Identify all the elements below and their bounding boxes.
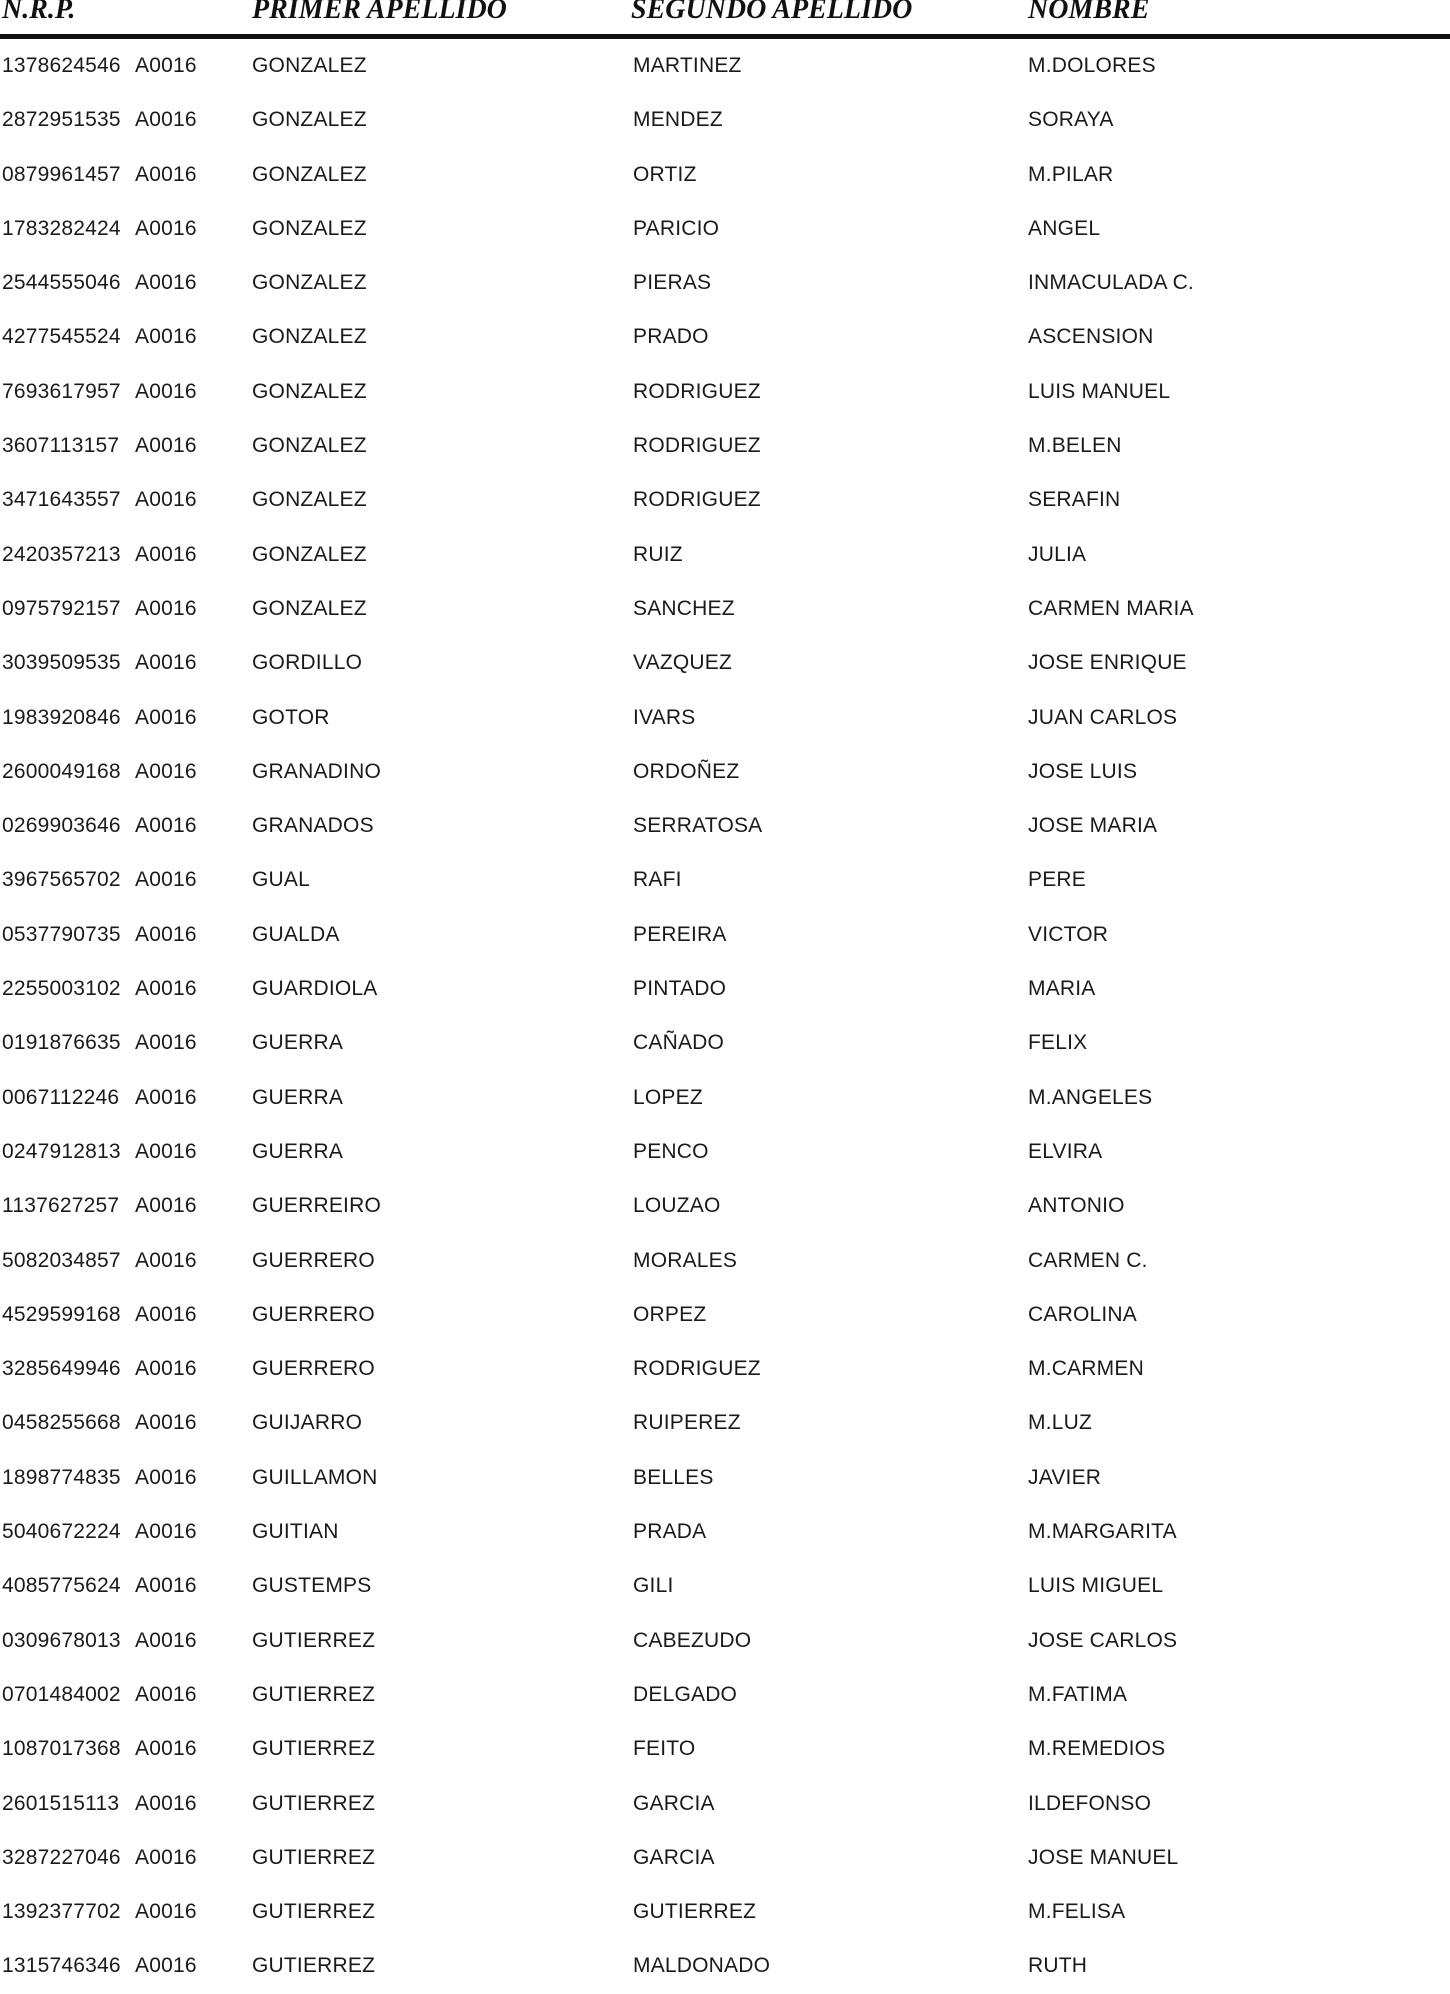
cell-segundo-apellido: PINTADO [633, 977, 727, 1001]
cell-nrp: 1783282424 [2, 216, 121, 240]
cell-segundo-apellido: PEREIRA [633, 922, 727, 946]
table-row [0, 148, 1450, 202]
table-row [0, 691, 1450, 745]
cell-segundo-apellido: RAFI [633, 868, 682, 892]
table-row [0, 1722, 1450, 1776]
cell-primer-apellido: GUARDIOLA [252, 977, 378, 1001]
cell-primer-apellido: GUIJARRO [252, 1411, 363, 1435]
cell-nombre: M.BELEN [1028, 434, 1122, 458]
cell-code: A0016 [135, 271, 197, 295]
cell-nrp: 3285649946 [2, 1357, 121, 1381]
cell-code: A0016 [135, 1682, 197, 1706]
cell-nombre: CAROLINA [1028, 1302, 1137, 1326]
cell-nrp: 5082034857 [2, 1248, 121, 1272]
cell-segundo-apellido: DELGADO [633, 1682, 738, 1706]
cell-segundo-apellido: GARCIA [633, 1845, 715, 1869]
cell-code: A0016 [135, 1302, 197, 1326]
cell-nrp: 2420357213 [2, 542, 121, 566]
cell-nombre: LUIS MANUEL [1028, 379, 1171, 403]
cell-nrp: 0537790735 [2, 922, 121, 946]
cell-nrp: 1315746346 [2, 1954, 121, 1978]
cell-nrp: 0701484002 [2, 1682, 121, 1706]
cell-primer-apellido: GUITIAN [252, 1520, 339, 1544]
cell-code: A0016 [135, 1248, 197, 1272]
cell-code: A0016 [135, 1628, 197, 1652]
cell-code: A0016 [135, 1465, 197, 1489]
cell-nrp: 1392377702 [2, 1900, 121, 1924]
cell-nombre: INMACULADA C. [1028, 271, 1194, 295]
cell-nombre: ANGEL [1028, 216, 1101, 240]
cell-nombre: M.REMEDIOS [1028, 1737, 1166, 1761]
table-row [0, 39, 1450, 93]
cell-code: A0016 [135, 759, 197, 783]
cell-code: A0016 [135, 1411, 197, 1435]
cell-primer-apellido: GONZALEZ [252, 271, 367, 295]
cell-primer-apellido: GUERRERO [252, 1248, 375, 1272]
cell-nombre: CARMEN C. [1028, 1248, 1148, 1272]
cell-nrp: 0458255668 [2, 1411, 121, 1435]
cell-primer-apellido: GUERRA [252, 1085, 344, 1109]
cell-code: A0016 [135, 1194, 197, 1218]
table-row [0, 582, 1450, 636]
table-row [0, 1234, 1450, 1288]
table-row [0, 1505, 1450, 1559]
cell-nrp: 0269903646 [2, 814, 121, 838]
cell-primer-apellido: GONZALEZ [252, 54, 367, 77]
cell-primer-apellido: GUTIERREZ [252, 1845, 376, 1869]
cell-nombre: M.CARMEN [1028, 1357, 1144, 1381]
cell-segundo-apellido: GARCIA [633, 1791, 715, 1815]
cell-nombre: VICTOR [1028, 922, 1109, 946]
cell-nombre: JOSE MANUEL [1028, 1845, 1179, 1869]
cell-nombre: LUIS MIGUEL [1028, 1574, 1164, 1598]
table-row [0, 908, 1450, 962]
cell-segundo-apellido: CABEZUDO [633, 1628, 752, 1652]
cell-segundo-apellido: BELLES [633, 1465, 714, 1489]
cell-nrp: 0247912813 [2, 1139, 121, 1163]
cell-nrp: 3471643557 [2, 488, 121, 512]
cell-nombre: MARIA [1028, 977, 1096, 1001]
cell-code: A0016 [135, 1085, 197, 1109]
cell-code: A0016 [135, 814, 197, 838]
table-row [0, 1831, 1450, 1885]
cell-segundo-apellido: ORTIZ [633, 162, 697, 186]
table-row [0, 1885, 1450, 1939]
table-row [0, 1451, 1450, 1505]
cell-primer-apellido: GUERRERO [252, 1302, 375, 1326]
cell-nrp: 1898774835 [2, 1465, 121, 1489]
table-row [0, 1125, 1450, 1179]
cell-segundo-apellido: RODRIGUEZ [633, 488, 761, 512]
cell-primer-apellido: GUERRA [252, 1031, 344, 1055]
table-row [0, 1668, 1450, 1722]
cell-nombre: JULIA [1028, 542, 1087, 566]
header-primer-apellido: PRIMER APELLIDO [252, 0, 507, 25]
cell-nrp: 0879961457 [2, 162, 121, 186]
table-row [0, 636, 1450, 690]
cell-nrp: 3967565702 [2, 868, 121, 892]
cell-primer-apellido: GONZALEZ [252, 216, 367, 240]
cell-segundo-apellido: ORDOÑEZ [633, 759, 740, 783]
cell-nombre: M.FATIMA [1028, 1682, 1128, 1706]
table-row [0, 1777, 1450, 1831]
cell-code: A0016 [135, 651, 197, 675]
cell-segundo-apellido: LOPEZ [633, 1085, 703, 1109]
cell-code: A0016 [135, 1031, 197, 1055]
header-nrp: N.R.P. [2, 0, 76, 25]
cell-nrp: 2255003102 [2, 977, 121, 1001]
table-row [0, 799, 1450, 853]
cell-primer-apellido: GRANADINO [252, 759, 381, 783]
cell-nrp: 2872951535 [2, 108, 121, 132]
cell-primer-apellido: GUERRA [252, 1139, 344, 1163]
table-row [0, 962, 1450, 1016]
cell-code: A0016 [135, 705, 197, 729]
cell-code: A0016 [135, 542, 197, 566]
cell-nrp: 5040672224 [2, 1520, 121, 1544]
cell-code: A0016 [135, 1139, 197, 1163]
cell-primer-apellido: GONZALEZ [252, 596, 367, 620]
cell-nombre: M.DOLORES [1028, 54, 1156, 77]
table-row [0, 1288, 1450, 1342]
table-row [0, 419, 1450, 473]
cell-code: A0016 [135, 54, 197, 77]
cell-nombre: JOSE LUIS [1028, 759, 1138, 783]
cell-code: A0016 [135, 325, 197, 349]
cell-code: A0016 [135, 1520, 197, 1544]
cell-nrp: 1983920846 [2, 705, 121, 729]
cell-segundo-apellido: ORPEZ [633, 1302, 707, 1326]
cell-nrp: 3287227046 [2, 1845, 121, 1869]
cell-code: A0016 [135, 379, 197, 403]
cell-nrp: 0975792157 [2, 596, 121, 620]
cell-segundo-apellido: VAZQUEZ [633, 651, 733, 675]
cell-segundo-apellido: GILI [633, 1574, 674, 1598]
cell-primer-apellido: GOTOR [252, 705, 330, 729]
cell-segundo-apellido: RUIPEREZ [633, 1411, 741, 1435]
cell-primer-apellido: GONZALEZ [252, 379, 367, 403]
cell-nrp: 1087017368 [2, 1737, 121, 1761]
cell-code: A0016 [135, 1845, 197, 1869]
cell-segundo-apellido: MENDEZ [633, 108, 723, 132]
table-row [0, 1396, 1450, 1450]
cell-code: A0016 [135, 1954, 197, 1978]
cell-nombre: CARMEN MARIA [1028, 596, 1194, 620]
cell-code: A0016 [135, 1357, 197, 1381]
cell-nrp: 4277545524 [2, 325, 121, 349]
table-row [0, 1559, 1450, 1613]
cell-primer-apellido: GUTIERREZ [252, 1737, 376, 1761]
cell-segundo-apellido: SERRATOSA [633, 814, 763, 838]
cell-nombre: JUAN CARLOS [1028, 705, 1178, 729]
cell-code: A0016 [135, 596, 197, 620]
cell-nrp: 0309678013 [2, 1628, 121, 1652]
table-row [0, 310, 1450, 364]
cell-segundo-apellido: FEITO [633, 1737, 696, 1761]
cell-primer-apellido: GUTIERREZ [252, 1682, 376, 1706]
cell-segundo-apellido: RODRIGUEZ [633, 1357, 761, 1381]
cell-nombre: FELIX [1028, 1031, 1088, 1055]
table-row [0, 1071, 1450, 1125]
cell-segundo-apellido: MARTINEZ [633, 54, 742, 77]
cell-segundo-apellido: RODRIGUEZ [633, 434, 761, 458]
table-row [0, 528, 1450, 582]
cell-segundo-apellido: CAÑADO [633, 1031, 725, 1055]
cell-nrp: 2600049168 [2, 759, 121, 783]
cell-segundo-apellido: LOUZAO [633, 1194, 721, 1218]
cell-code: A0016 [135, 977, 197, 1001]
cell-nombre: JOSE MARIA [1028, 814, 1158, 838]
cell-nrp: 1137627257 [2, 1194, 120, 1218]
table-row [0, 745, 1450, 799]
cell-primer-apellido: GUSTEMPS [252, 1574, 372, 1598]
cell-nombre: PERE [1028, 868, 1086, 892]
table-header [0, 0, 1450, 34]
cell-nombre: ASCENSION [1028, 325, 1154, 349]
cell-primer-apellido: GONZALEZ [252, 488, 367, 512]
cell-nombre: RUTH [1028, 1954, 1088, 1978]
cell-primer-apellido: GUAL [252, 868, 310, 892]
cell-nrp: 3607113157 [2, 434, 120, 458]
cell-primer-apellido: GONZALEZ [252, 108, 367, 132]
table-row [0, 1614, 1450, 1668]
cell-segundo-apellido: MORALES [633, 1248, 738, 1272]
cell-primer-apellido: GUERREIRO [252, 1194, 381, 1218]
table-row [0, 853, 1450, 907]
table-row [0, 365, 1450, 419]
cell-primer-apellido: GUILLAMON [252, 1465, 378, 1489]
cell-code: A0016 [135, 1791, 197, 1815]
cell-code: A0016 [135, 1574, 197, 1598]
table-row [0, 1179, 1450, 1233]
cell-segundo-apellido: PRADA [633, 1520, 707, 1544]
cell-nrp: 1378624546 [2, 54, 121, 77]
table-row [0, 202, 1450, 256]
cell-segundo-apellido: MALDONADO [633, 1954, 771, 1978]
cell-nombre: JAVIER [1028, 1465, 1102, 1489]
cell-primer-apellido: GONZALEZ [252, 162, 367, 186]
cell-code: A0016 [135, 488, 197, 512]
cell-primer-apellido: GUALDA [252, 922, 340, 946]
cell-code: A0016 [135, 868, 197, 892]
cell-nrp: 0067112246 [2, 1085, 120, 1109]
cell-segundo-apellido: PENCO [633, 1139, 709, 1163]
table-row [0, 473, 1450, 527]
cell-primer-apellido: GONZALEZ [252, 434, 367, 458]
cell-segundo-apellido: RUIZ [633, 542, 683, 566]
cell-segundo-apellido: PIERAS [633, 271, 712, 295]
cell-nombre: M.LUZ [1028, 1411, 1092, 1435]
cell-nombre: M.FELISA [1028, 1900, 1126, 1924]
cell-nombre: M.PILAR [1028, 162, 1114, 186]
cell-primer-apellido: GUERRERO [252, 1357, 375, 1381]
cell-nrp: 2601515113 [2, 1791, 120, 1815]
cell-nombre: ELVIRA [1028, 1139, 1103, 1163]
cell-segundo-apellido: RODRIGUEZ [633, 379, 761, 403]
table-row [0, 93, 1450, 147]
table-row [0, 1016, 1450, 1070]
cell-code: A0016 [135, 162, 197, 186]
table-row [0, 1939, 1450, 1993]
cell-nrp: 4529599168 [2, 1302, 121, 1326]
table-body [0, 39, 1450, 1994]
cell-nombre: ILDEFONSO [1028, 1791, 1152, 1815]
table-row [0, 256, 1450, 310]
cell-code: A0016 [135, 434, 197, 458]
cell-code: A0016 [135, 216, 197, 240]
cell-nrp: 4085775624 [2, 1574, 121, 1598]
cell-nombre: SORAYA [1028, 108, 1114, 132]
cell-nombre: M.ANGELES [1028, 1085, 1153, 1109]
cell-nombre: JOSE ENRIQUE [1028, 651, 1187, 675]
cell-code: A0016 [135, 108, 197, 132]
cell-primer-apellido: GUTIERREZ [252, 1954, 376, 1978]
cell-segundo-apellido: IVARS [633, 705, 696, 729]
cell-nrp: 2544555046 [2, 271, 121, 295]
cell-nombre: ANTONIO [1028, 1194, 1125, 1218]
cell-segundo-apellido: GUTIERREZ [633, 1900, 757, 1924]
table-row [0, 1342, 1450, 1396]
cell-segundo-apellido: SANCHEZ [633, 596, 735, 620]
cell-nrp: 3039509535 [2, 651, 121, 675]
cell-nrp: 0191876635 [2, 1031, 121, 1055]
cell-nombre: M.MARGARITA [1028, 1520, 1177, 1544]
cell-primer-apellido: GUTIERREZ [252, 1628, 376, 1652]
cell-code: A0016 [135, 922, 197, 946]
cell-code: A0016 [135, 1737, 197, 1761]
cell-code: A0016 [135, 1900, 197, 1924]
cell-primer-apellido: GUTIERREZ [252, 1791, 376, 1815]
header-nombre: NOMBRE [1028, 0, 1150, 25]
cell-nombre: JOSE CARLOS [1028, 1628, 1178, 1652]
cell-primer-apellido: GONZALEZ [252, 325, 367, 349]
cell-primer-apellido: GUTIERREZ [252, 1900, 376, 1924]
cell-segundo-apellido: PARICIO [633, 216, 720, 240]
cell-primer-apellido: GRANADOS [252, 814, 374, 838]
cell-primer-apellido: GONZALEZ [252, 542, 367, 566]
cell-primer-apellido: GORDILLO [252, 651, 363, 675]
cell-nrp: 7693617957 [2, 379, 121, 403]
header-segundo-apellido: SEGUNDO APELLIDO [631, 0, 913, 25]
cell-nombre: SERAFIN [1028, 488, 1121, 512]
cell-segundo-apellido: PRADO [633, 325, 709, 349]
